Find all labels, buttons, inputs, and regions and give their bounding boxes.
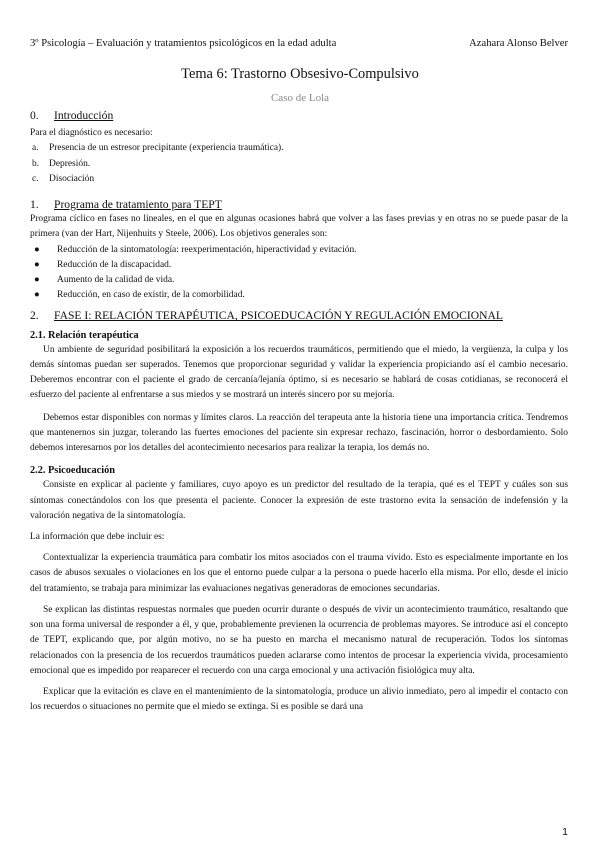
- document-subtitle: Caso de Lola: [270, 92, 330, 104]
- section-1-heading: [30, 197, 568, 212]
- header-course: 3º Psicología – Evaluación y tratamientos psicológicos en la edad adulta: [30, 38, 337, 49]
- paragraph: La información que debe incluir es:: [30, 532, 165, 543]
- paragraph: Consiste en explicar al paciente y familiares, cuyo apoyo es un predictor del resultado de la terapia, qué es el TEPT y cuáles son sus síntomas conectándolos con los que presenta el paciente. Conocer la expresión de este trastorno evita la sensación de indefensión y la valoración negativa de la sintomatología.: [30, 480, 568, 521]
- list-item: a. Presencia de un estresor precipitante (experiencia traumática).: [32, 143, 284, 154]
- paragraph: Explicar que la evitación es clave en el mantenimiento de la sintomatología, produce un alivio inmediato, pero al impedir el contacto con los recuerdos o situaciones no permite que el miedo se extinga. Si es posible se dará una: [30, 686, 568, 713]
- section-title: Introducción: [54, 109, 114, 122]
- diagnosis-list: [30, 141, 568, 187]
- document-title: Tema 6: Trastorno Obsesivo-Compulsivo: [181, 66, 419, 82]
- section-title: Programa de tratamiento para TEPT: [54, 198, 222, 212]
- list-item: ● Reducción, en caso de existir, de la comorbilidad.: [34, 290, 245, 301]
- list-item: ● Aumento de la calidad de vida.: [34, 275, 175, 286]
- section-number: 0.: [30, 109, 39, 122]
- objectives-list: [30, 243, 568, 304]
- paragraph: Debemos estar disponibles con normas y límites claros. La reacción del terapeuta ante la historia tiene una importancia crítica. Tendremos que mantenernos sin juzgar, tolerando las fuertes emociones del paciente sin expresar rechazo, fascinación, horror o desbordamiento. Solo debemos interesarnos por los detalles del acontecimiento necesarios para realizar la terapia, los demás no.: [30, 412, 568, 454]
- subsection-2-2-heading: 2.2. Psicoeducación: [30, 465, 115, 477]
- header-author: Azahara Alonso Belver: [469, 38, 568, 49]
- section-2-heading: [30, 308, 568, 323]
- paragraph: Contextualizar la experiencia traumática para combatir los mitos asociados con el trauma vivido. Esto es especialmente importante en los casos de abusos sexuales o violaciones en los que el entorno puede culpar a la persona o puede hacerlo ella misma. Por ello, desde el inicio del tratamiento, se trabaja para minimizar las evaluaciones negativas generadoras de emociones secundarias.: [30, 553, 568, 594]
- subsection-2-1-heading: 2.1. Relación terapéutica: [30, 329, 139, 341]
- paragraph: Para el diagnóstico es necesario:: [30, 128, 153, 139]
- page-number: 1: [562, 826, 568, 838]
- list-item: b. Depresión.: [32, 158, 91, 169]
- list-item: c. Disociación: [32, 173, 95, 184]
- document-body: [30, 108, 568, 715]
- list-item: ● Reducción de la sintomatología: reexperimentación, hiperactividad y evitación.: [34, 244, 357, 255]
- paragraph: Programa cíclico en fases no lineales, en el que en algunas ocasiones habrá que volver a las fases previas y en otras no se puede pasar de la primera (van der Hart, Nijenhuits y Steele, 2006). Los objetivos generales son:: [30, 214, 568, 240]
- section-number: 2.: [30, 309, 39, 323]
- section-number: 1.: [30, 198, 39, 212]
- section-title: FASE I: RELACIÓN TERAPÉUTICA, PSICOEDUCACIÓN Y REGULACIÓN EMOCIONAL: [54, 309, 503, 323]
- paragraph: Un ambiente de seguridad posibilitará la exposición a los recuerdos traumáticos, permitiendo que el miedo, la vergüenza, la culpa y los demás síntomas puedan ser superados. Tenemos que proporcionar seguridad y validar la experiencia propiciando así el cambio necesario. Deberemos encontrar con el paciente el grado de cercanía/lejanía óptimo, si es necesario se hablará de cosas cotidianas, se reconocerá el esfuerzo del paciente al enfrentarse a sus miedos y se mostrará un interés sincero por su mejoría.: [30, 344, 568, 401]
- section-0-heading: [30, 108, 568, 123]
- list-item: ● Reducción de la discapacidad.: [34, 259, 172, 270]
- paragraph: Se explican las distintas respuestas normales que pueden ocurrir durante o después de vivir un acontecimiento traumático, resaltando que son una forma universal de responder a él, y que, probablemente previenen la ocurrencia de problemas mayores. Se introduce así el concepto de TEPT, explicando que, por algún motivo, no se ha puesto en marcha el mecanismo natural de recuperación. Todos los síntomas relacionados con la presencia de los recuerdos traumáticos pueden aclararse como intentos de procesar la experiencia vivida, procesamiento emocional que es impedido por reaparecer el recuerdo con una carga emocional y una activación fisiológica muy alta.: [30, 604, 568, 676]
